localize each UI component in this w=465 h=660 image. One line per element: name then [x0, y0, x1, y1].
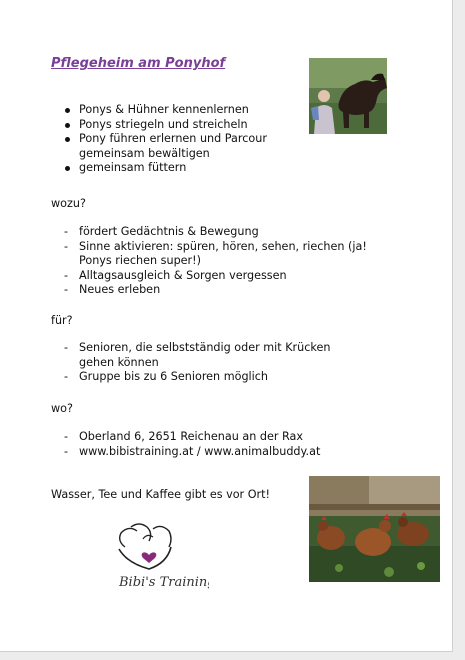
list-item: Ponys striegeln und streicheln	[64, 118, 294, 133]
list-item: - Sinne aktivieren: spüren, hören, sehen, riechen (ja! Ponys riechen super!)	[64, 240, 394, 269]
horse-heart-logo-icon	[109, 519, 209, 593]
wozu-list	[64, 225, 394, 298]
list-item: Pony führen erlernen und Parcour gemeinsam bewältigen	[64, 132, 294, 161]
wozu-heading: wozu?	[51, 197, 86, 210]
list-item: - Gruppe bis zu 6 Senioren möglich	[64, 370, 364, 385]
svg-text:Bibi's Training: Bibi's Training	[119, 575, 209, 590]
horse-photo	[309, 58, 387, 134]
list-item: Ponys & Hühner kennenlernen	[64, 103, 294, 118]
list-item: - fördert Gedächtnis & Bewegung	[64, 225, 394, 240]
chickens-photo	[309, 476, 440, 582]
fuer-list	[64, 341, 364, 385]
list-item: - Alltagsausgleich & Sorgen vergessen	[64, 269, 394, 284]
list-item: gemeinsam füttern	[64, 161, 294, 176]
list-item: - www.bibistraining.at / www.animalbuddy.at	[64, 445, 394, 460]
list-item: - Neues erleben	[64, 283, 394, 298]
activity-list	[64, 103, 294, 176]
document-title: Pflegeheim am Ponyhof	[51, 56, 226, 71]
bibis-training-logo	[109, 519, 209, 593]
fuer-heading: für?	[51, 314, 73, 327]
list-item: - Senioren, die selbstständig oder mit Krücken gehen können	[64, 341, 364, 370]
wo-heading: wo?	[51, 402, 73, 415]
refreshments-note: Wasser, Tee und Kaffee gibt es vor Ort!	[51, 488, 270, 501]
wo-list	[64, 430, 394, 459]
list-item: - Oberland 6, 2651 Reichenau an der Rax	[64, 430, 394, 445]
